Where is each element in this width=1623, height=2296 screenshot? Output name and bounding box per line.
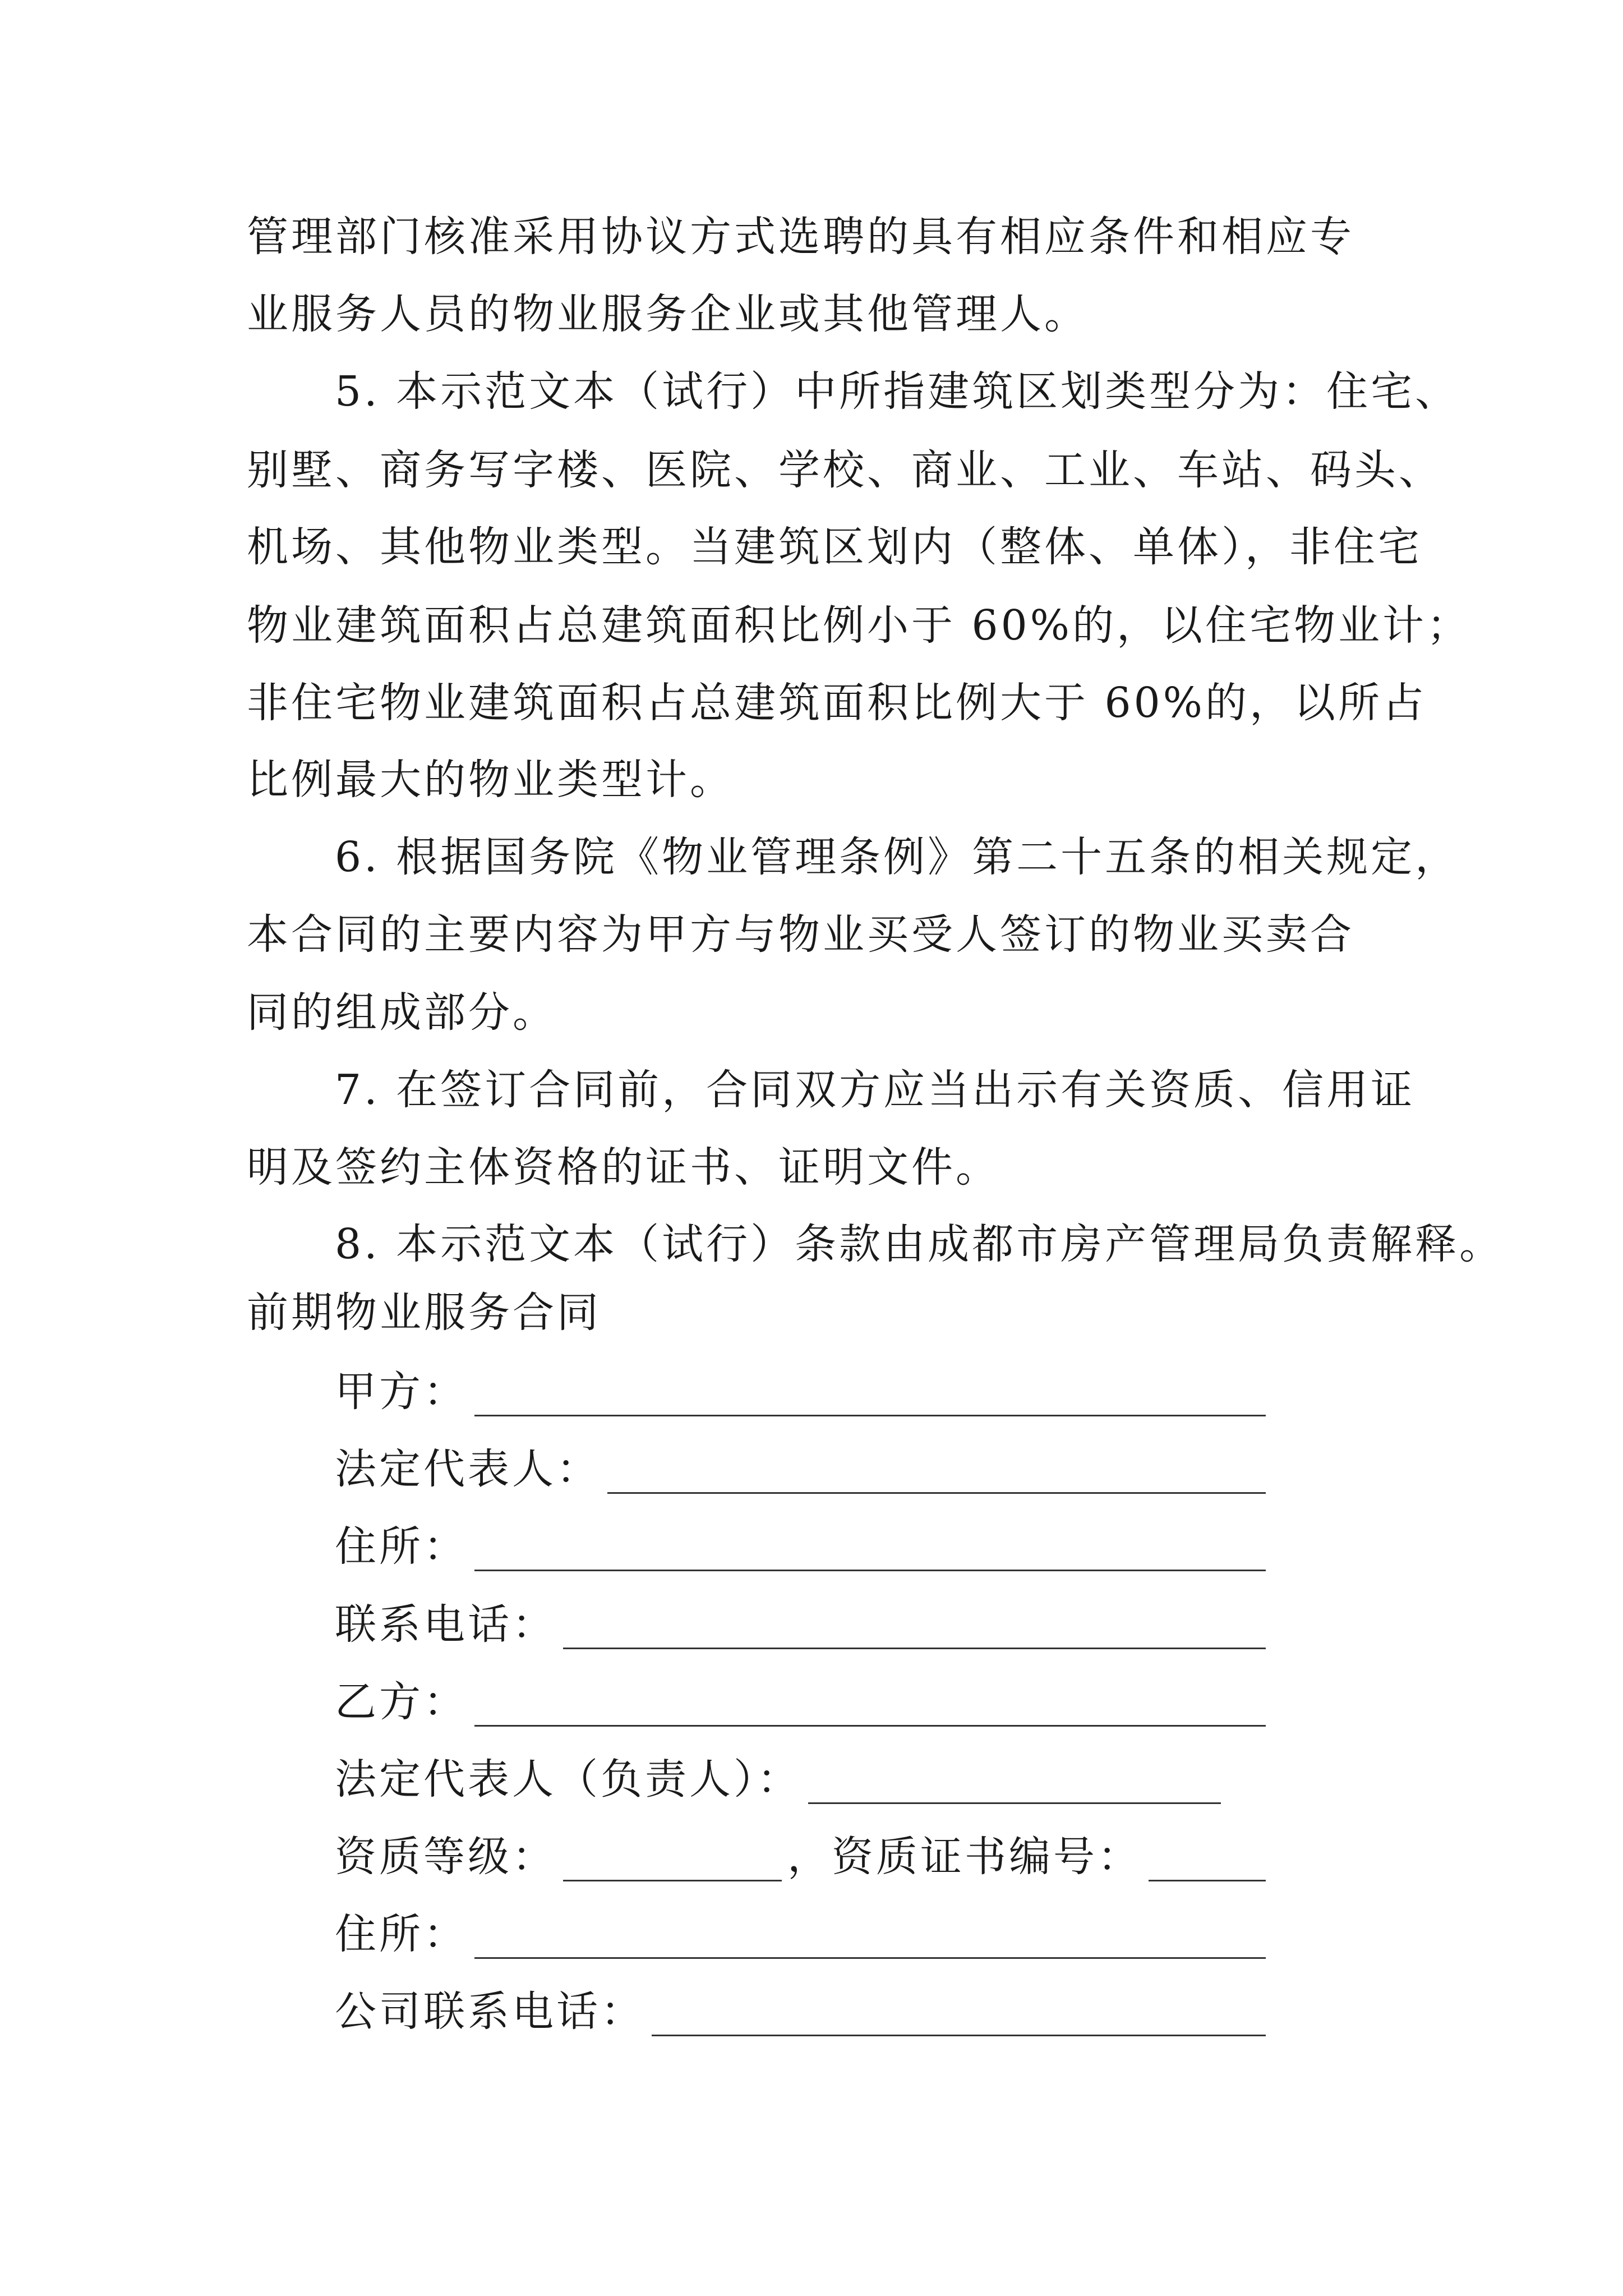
phone-a-blank[interactable] (563, 1614, 1266, 1649)
item-7-line-2: 明及签约主体资格的证书、证明文件。 (247, 1143, 1000, 1191)
party-a-field (335, 1360, 1266, 1416)
company-phone-field (335, 1980, 1266, 2036)
address-b-blank[interactable] (474, 1924, 1266, 1959)
legal-rep-field (335, 1438, 1266, 1494)
item-5-line-6: 比例最大的物业类型计。 (247, 756, 734, 804)
address-b-label: 住所： (335, 1910, 468, 1958)
item-5-line-3: 机场、其他物业类型。当建筑区划内（整体、单体），非住宅 (247, 523, 1422, 571)
address-a-field (335, 1515, 1266, 1571)
party-b-blank[interactable] (474, 1691, 1266, 1727)
company-phone-blank[interactable] (652, 2001, 1266, 2036)
paragraph-continuation-line-1: 管理部门核准采用协议方式选聘的具有相应条件和相应专 (247, 213, 1354, 261)
item-8-line-1: 8. 本示范文本（试行）条款由成都市房产管理局负责解释。 (335, 1220, 1504, 1268)
qualification-level-blank[interactable] (563, 1846, 782, 1881)
phone-a-label: 联系电话： (335, 1600, 556, 1649)
cert-no-blank[interactable] (1149, 1846, 1266, 1881)
address-a-blank[interactable] (474, 1536, 1266, 1571)
phone-a-field (335, 1593, 1266, 1649)
item-6-line-2: 本合同的主要内容为甲方与物业买受人签订的物业买卖合 (247, 910, 1354, 959)
cert-no-label: ，资质证书编号： (787, 1833, 1142, 1881)
item-7-line-1: 7. 在签订合同前，合同双方应当出示有关资质、信用证 (335, 1066, 1415, 1114)
party-a-blank[interactable] (474, 1381, 1266, 1416)
legal-rep-b-blank[interactable] (808, 1769, 1221, 1804)
qualification-level-label: 资质等级： (335, 1833, 556, 1881)
item-5-line-4: 物业建筑面积占总建筑面积比例小于 60%的，以住宅物业计； (247, 601, 1471, 650)
qualification-field (335, 1825, 1266, 1881)
legal-rep-b-label: 法定代表人（负责人）： (335, 1755, 801, 1803)
address-b-field (335, 1903, 1266, 1959)
paragraph-continuation-line-2: 业服务人员的物业服务企业或其他管理人。 (247, 290, 1089, 338)
party-b-label: 乙方： (335, 1678, 468, 1726)
item-5-line-5: 非住宅物业建筑面积占总建筑面积比例大于 60%的，以所占 (247, 679, 1427, 727)
party-b-field (335, 1671, 1266, 1727)
company-phone-label: 公司联系电话： (335, 1987, 645, 2036)
legal-rep-blank[interactable] (607, 1458, 1266, 1494)
item-5-line-1: 5. 本示范文本（试行）中所指建筑区划类型分为：住宅、 (335, 367, 1460, 416)
item-5-line-2: 别墅、商务写字楼、医院、学校、商业、工业、车站、码头、 (247, 446, 1443, 494)
item-6-line-1: 6. 根据国务院《物业管理条例》第二十五条的相关规定， (335, 833, 1460, 881)
address-a-label: 住所： (335, 1522, 468, 1571)
item-6-line-3: 同的组成部分。 (247, 988, 557, 1037)
contract-title: 前期物业服务合同 (247, 1289, 601, 1337)
legal-rep-b-field (335, 1748, 1221, 1804)
party-a-label: 甲方： (335, 1368, 468, 1416)
legal-rep-label: 法定代表人： (335, 1445, 601, 1493)
